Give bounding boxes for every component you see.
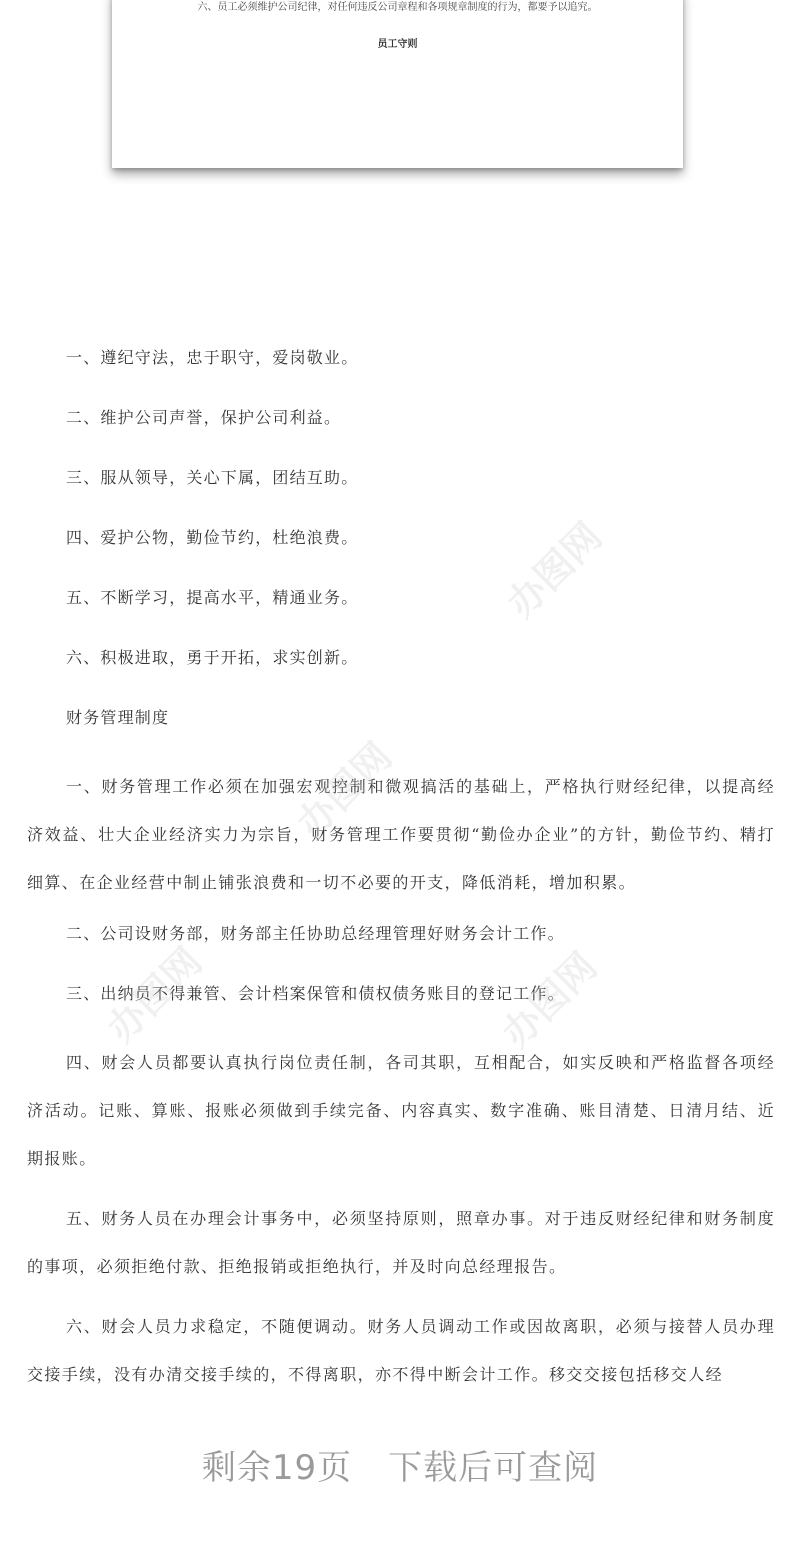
finance-paragraph-3: 三、出纳员不得兼管、会计档案保管和债权债务账目的登记工作。 — [66, 984, 565, 1003]
finance-paragraph-2: 二、公司设财务部，财务部主任协助总经理管理好财务会计工作。 — [66, 924, 565, 943]
preview-top-line: 六、员工必须维护公司纪律，对任何违反公司章程和各项规章制度的行为，都要予以追究。 — [197, 2, 598, 13]
rule-6: 六、积极进取，勇于开拓，求实创新。 — [66, 648, 359, 667]
preview-subtitle: 员工守则 — [377, 39, 418, 50]
finance-paragraph-1: 一、财务管理工作必须在加强宏观控制和微观搞活的基础上，严格执行财经纪律，以提高经济效益、壮大企业经济实力为宗旨，财务管理工作要贯彻“勤俭办企业”的方针，勤俭节约、精打细算、在企业经营中制止铺张浪费和一切不必要的开支，降低消耗，增加积累。 — [27, 777, 775, 892]
document-body — [27, 343, 775, 1411]
remaining-pages-text: 剩余19页 — [201, 1448, 353, 1488]
finance-paragraph-5: 五、财务人员在办理会计事务中，必须坚持原则，照章办事。对于违反财经纪律和财务制度的事项，必须拒绝付款、拒绝报销或拒绝执行，并及时向总经理报告。 — [27, 1209, 775, 1276]
finance-paragraph-4: 四、财会人员都要认真执行岗位责任制，各司其职，互相配合，如实反映和严格监督各项经济活动。记账、算账、报账必须做到手续完备、内容真实、数字准确、账目清楚、日清月结、近期报账。 — [27, 1053, 775, 1168]
download-prompt-banner[interactable] — [0, 1440, 800, 1489]
rule-2: 二、维护公司声誉，保护公司利益。 — [66, 408, 342, 427]
watermark: 办图网 — [98, 939, 211, 1051]
watermark: 办图网 — [498, 514, 611, 626]
rule-3: 三、服从领导，关心下属，团结互助。 — [66, 468, 359, 487]
watermark: 办图网 — [493, 944, 606, 1056]
preview-page-card — [112, 0, 683, 168]
download-to-view-text: 下载后可查阅 — [388, 1448, 599, 1488]
watermark: 办图网 — [288, 734, 401, 846]
section-title: 财务管理制度 — [66, 708, 170, 727]
rule-4: 四、爱护公物，勤俭节约，杜绝浪费。 — [66, 528, 359, 547]
rule-1: 一、遵纪守法，忠于职守，爱岗敬业。 — [66, 348, 359, 367]
rule-5: 五、不断学习，提高水平，精通业务。 — [66, 588, 359, 607]
finance-paragraph-6: 六、财会人员力求稳定，不随便调动。财务人员调动工作或因故离职，必须与接替人员办理交接手续，没有办清交接手续的，不得离职，亦不得中断会计工作。移交交接包括移交人经 — [27, 1317, 775, 1384]
